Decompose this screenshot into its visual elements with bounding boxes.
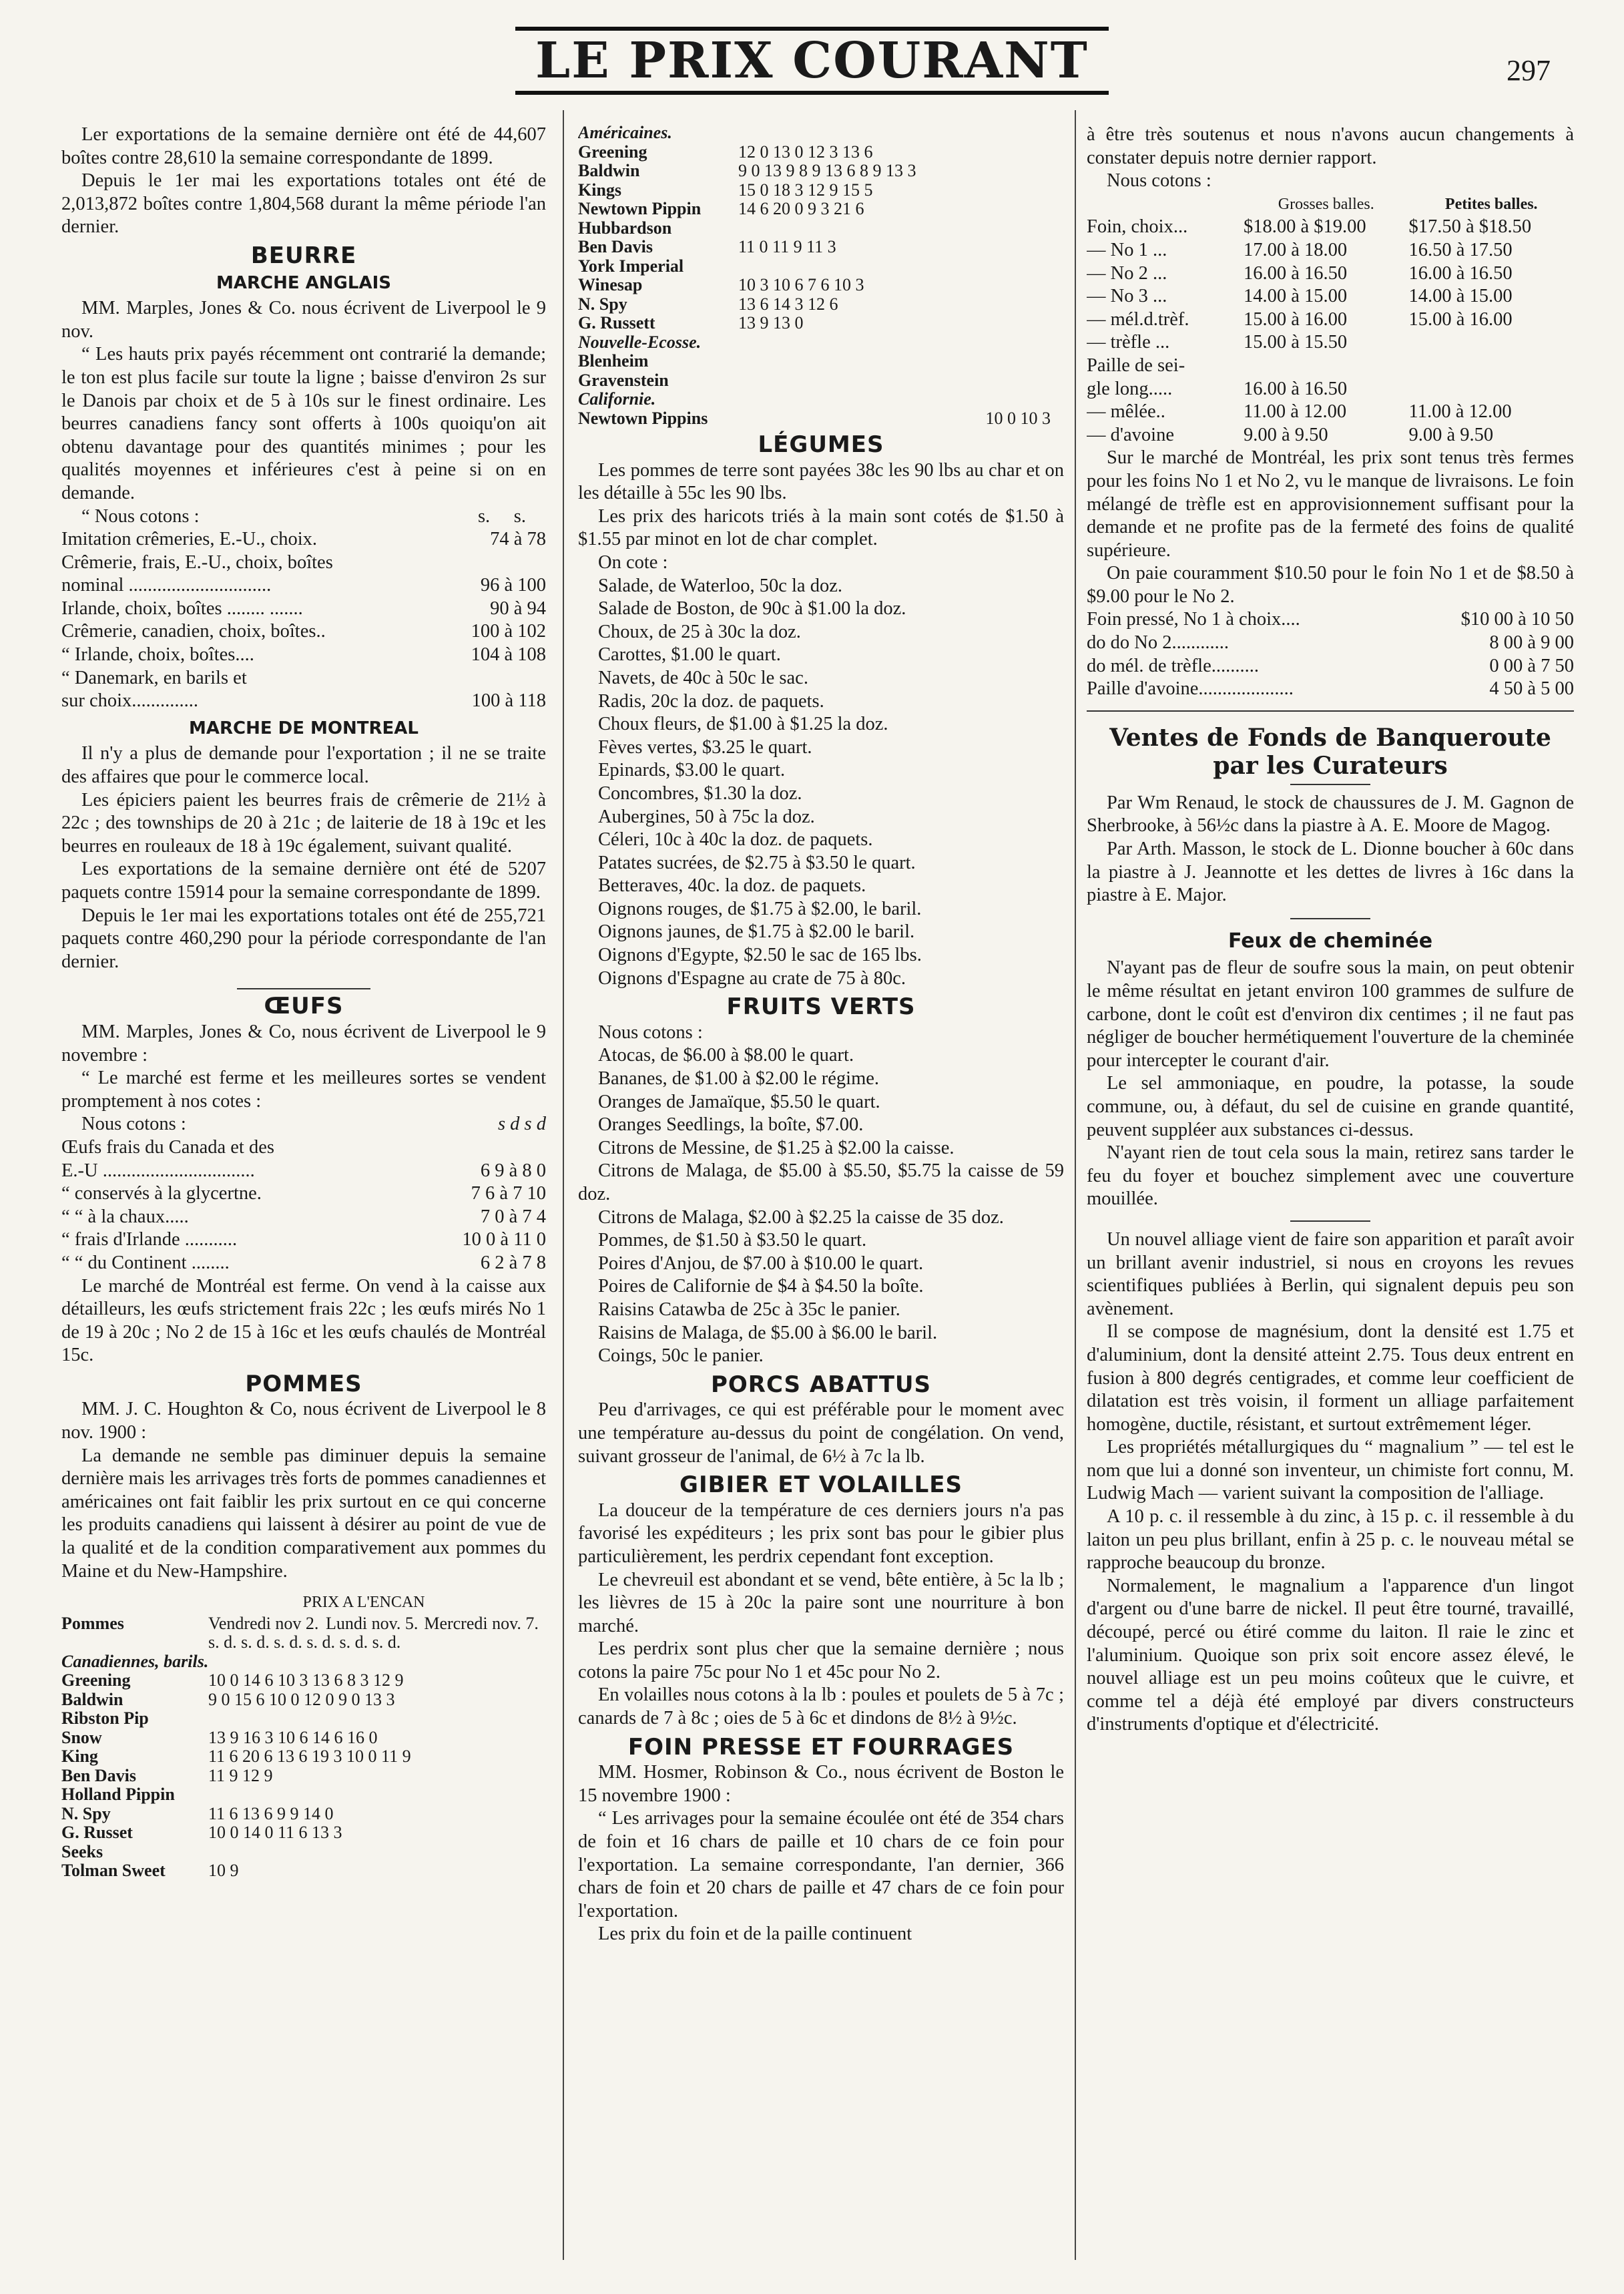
paragraph: Les perdrix sont plus cher que la semaine dernière ; nous cotons la paire 75c pour No 1 et 45c pour No 2.	[578, 1638, 1064, 1682]
group-label-nouvelle-ecosse: Nouvelle-Ecosse.	[578, 332, 702, 352]
table-row: Crêmerie, frais, E.-U., choix, boîtes	[61, 551, 333, 573]
table-row: Baldwin 9 0 13 9 8 9 13 6 8 9 13 3	[578, 161, 916, 180]
paragraph: A 10 p. c. il ressemble à du zinc, à 15 p. c. il ressemble à du laiton un peu plus brillant, enfin à 25 p. c. le nouveau métal se rapproche beaucoup du bronze.	[1087, 1506, 1574, 1574]
paragraph: MM. Marples, Jones & Co, nous écrivent de Liverpool le 9 novembre :	[61, 1021, 546, 1066]
list-item: Concombres, $1.30 la doz.	[598, 782, 802, 804]
table-row: Foin, choix... $18.00 à $19.00 $17.50 à $18.50	[1087, 216, 1532, 238]
list-item: Salade, de Waterloo, 50c la doz.	[598, 575, 842, 596]
table-row: King 11 6 20 6 13 6 19 3 10 0 11 9	[61, 1747, 411, 1767]
encan-units: s. d. s. d. s. d. s. d. s. d. s. d.	[208, 1632, 401, 1652]
table-row: “ Danemark, en barils et	[61, 667, 247, 688]
encan-title: PRIX A L'ENCAN	[302, 1594, 425, 1612]
paragraph: Les prix du foin et de la paille continuent	[598, 1923, 912, 1945]
americaines-table	[578, 143, 1064, 429]
section-heading-oeufs: ŒUFS	[264, 993, 344, 1020]
table-row: Paille d'avoine.................... 4 50 à 5 00	[1087, 678, 1574, 700]
table-row: — d'avoine 9.00 à 9.50 9.00 à 9.50	[1087, 424, 1494, 445]
section-heading-fruits-verts: FRUITS VERTS	[726, 993, 916, 1021]
masthead	[0, 27, 1624, 95]
divider	[1290, 784, 1370, 785]
column-2	[578, 124, 1064, 2270]
list-item: Choux fleurs, de $1.00 à $1.25 la doz.	[598, 714, 888, 735]
table-row: Foin pressé, No 1 à choix.... $10 00 à 10 50	[1087, 609, 1574, 630]
table-row: E.-U ................................ 6 9 à 8 0	[61, 1160, 546, 1181]
table-row: Kings 15 0 18 3 12 9 15 5	[578, 180, 873, 200]
list-item: Coings, 50c le panier.	[598, 1345, 764, 1367]
paragraph: Le marché de Montréal est ferme. On vend à la caisse aux détailleurs, les œufs strictement frais 22c ; les œufs mirés No 1 de 19 à 20c ; No 2 de 15 à 16c et les œufs chaulés de Montréal 15c.	[61, 1275, 546, 1366]
table-header-row: Grosses balles. Petites balles.	[1278, 195, 1538, 213]
list-item: Carottes, $1.00 le quart.	[598, 644, 781, 666]
list-item: Oignons rouges, de $1.75 à $2.00, le baril.	[598, 898, 922, 919]
paragraph: Depuis le 1er mai les exportations totales ont été de 2,013,872 boîtes contre 1,804,568 durant la même période l'an dernier.	[61, 170, 546, 238]
beurre-price-table	[61, 528, 546, 713]
list-item: Bananes, de $1.00 à $2.00 le régime.	[598, 1068, 880, 1090]
subheading-marche-montreal: MARCHE DE MONTREAL	[188, 718, 419, 738]
paragraph: “ Les hauts prix payés récemment ont contrarié la demande; le ton est plus facile sur toute la ligne ; baisse d'environ 2s sur le Danois par choix et de 5 à 10s sur le finest ordinaire. Les beurres canadiens fancy sont offerts à 100s quoiqu'on ait obtenu davantage pour des quantités minimes ; pour les qualités moyennes et inférieures c'est à peine si on en demande.	[61, 344, 546, 503]
paragraph: Ler exportations de la semaine dernière ont été de 44,607 boîtes contre 28,610 la semaine correspondante de 1899.	[61, 124, 546, 168]
list-item: Pommes, de $1.50 à $3.50 le quart.	[598, 1230, 867, 1251]
list-item: Poires d'Anjou, de $7.00 à $10.00 le quart.	[598, 1252, 924, 1274]
list-item: Atocas, de $6.00 à $8.00 le quart.	[598, 1045, 854, 1066]
table-row: Irlande, choix, boîtes ........ ....... 90 à 94	[61, 598, 546, 619]
table-row: Gravenstein	[578, 370, 669, 390]
table-row: G. Russet 10 0 14 0 11 6 13 3	[61, 1823, 342, 1843]
table-row: Tolman Sweet 10 9	[61, 1861, 239, 1881]
paragraph: Les épiciers paient les beurres frais de crêmerie de 21½ à 22c ; des townships de 20 à 21c ; de laiterie de 18 à 19c et les beurres en rouleaux de 18 à 19c également, suivant qualité.	[61, 789, 546, 857]
section-heading-pommes: POMMES	[245, 1370, 362, 1397]
list-item: Epinards, $3.00 le quart.	[598, 760, 786, 781]
table-row: do do No 2............ 8 00 à 9 00	[1087, 632, 1574, 654]
section-heading-ventes: Ventes de Fonds de Banqueroute par les Curateurs	[1109, 723, 1551, 780]
table-row: “ “ à la chaux..... 7 0 à 7 4	[61, 1206, 546, 1227]
table-row: N. Spy 11 6 13 6 9 9 14 0	[61, 1803, 334, 1823]
masthead-logo: LE PRIX COURANT	[515, 27, 1109, 95]
paragraph: MM. Marples, Jones & Co. nous écrivent de Liverpool le 9 nov.	[61, 298, 546, 342]
paragraph: Il n'y a plus de demande pour l'exportation ; il ne se traite des affaires que pour le commerce local.	[61, 743, 546, 788]
list-intro: Nous cotons :	[598, 1021, 703, 1043]
table-row: “ conservés à la glycertne. 7 6 à 7 10	[61, 1183, 546, 1204]
section-heading-gibier: GIBIER ET VOLAILLES	[680, 1471, 963, 1499]
list-intro: On cote :	[598, 551, 668, 573]
paragraph: “ Le marché est ferme et les meilleures sortes se vendent promptement à nos cotes :	[61, 1068, 546, 1112]
table-row: — trèfle ... 15.00 à 15.50	[1087, 332, 1348, 353]
table-row: N. Spy 13 6 14 3 12 6	[578, 294, 838, 314]
table-row: Winesap 10 3 10 6 7 6 10 3	[578, 275, 864, 294]
paragraph: Peu d'arrivages, ce qui est préférable pour le moment avec une température au-dessus du point de congélation. On vend, suivant grosseur de l'animal, de 6½ à 7c la lb.	[578, 1399, 1064, 1467]
section-heading-foin: FOIN PRESSE ET FOURRAGES	[627, 1733, 1015, 1761]
group-label-americaines: Américaines.	[578, 124, 672, 142]
paragraph: Par Arth. Masson, le stock de L. Dionne boucher à 60c dans la piastre à J. Jeannotte et les dettes de livres à 16c dans la piastre à E. Major.	[1087, 839, 1574, 906]
subheading-marche-anglais: MARCHE ANGLAIS	[216, 272, 391, 293]
paragraph: La douceur de la température de ces derniers jours n'a pas favorisé les expéditeurs ; les prix sont bas pour le gibier plus particulièrement, les perdrix cependant font exception.	[578, 1500, 1064, 1567]
table-row: Crêmerie, canadien, choix, boîtes.. 100 à 102	[61, 621, 546, 642]
table-row: “ Irlande, choix, boîtes.... 104 à 108	[61, 644, 546, 666]
list-item: Patates sucrées, de $2.75 à $3.50 le quart.	[598, 852, 916, 873]
paragraph: La demande ne semble pas diminuer depuis la semaine dernière mais les arrivages très forts de pommes canadiennes et américaines ont fait faiblir les prix surtout en ce qui concerne les produits canadiens qui laissent à désirer au point de vue de la qualité et de la condition comparativement aux pommes du Maine et du New-Hampshire.	[61, 1445, 546, 1582]
fruits-list	[578, 1044, 1064, 1367]
divider	[237, 988, 370, 989]
table-header-row: Pommes Vendredi nov 2. Lundi nov. 5. Mercredi nov. 7.	[61, 1613, 539, 1633]
section-heading-feux: Feux de cheminée	[1228, 929, 1433, 953]
paragraph: Les pommes de terre sont payées 38c les 90 lbs au char et on les détaille à 55c les 90 lbs.	[578, 459, 1064, 504]
table-row: Greening 10 0 14 6 10 3 13 6 8 3 12 9	[61, 1670, 404, 1690]
table-row: Greening 12 0 13 0 12 3 13 6	[578, 142, 873, 162]
table-row: Imitation crêmeries, E.-U., choix. 74 à 78	[61, 529, 546, 550]
paragraph: Normalement, le magnalium a l'apparence d'un lingot d'argent ou d'une barre de nickel. Il peut être tourné, travaillé, découpé, percé ou étiré comme du laiton. Il raie le zinc et l'aluminium. Quoique son prix soit encore assez élevé, le nouvel alliage est un peu moins coûteux que le cuivre, et comme tel a déjà été employé par divers constructeurs d'instruments d'optique et d'électricité.	[1087, 1575, 1574, 1735]
paragraph: MM. J. C. Houghton & Co, nous écrivent de Liverpool le 8 nov. 1900 :	[61, 1399, 546, 1443]
table-row: — No 2 ... 16.00 à 16.50 16.00 à 16.50	[1087, 262, 1513, 284]
foin-presse-table	[1087, 608, 1574, 700]
list-item: Radis, 20c la doz. de paquets.	[598, 690, 824, 712]
column-3	[1087, 124, 1574, 2270]
list-item: Citrons de Malaga, de $5.00 à $5.50, $5.75 la caisse de 59 doz.	[578, 1160, 1064, 1204]
paragraph: MM. Hosmer, Robinson & Co., nous écrivent de Boston le 15 novembre 1900 :	[578, 1762, 1064, 1806]
table-row: gle long..... 16.00 à 16.50	[1087, 378, 1348, 399]
list-item: Céleri, 10c à 40c la doz. de paquets.	[598, 829, 873, 851]
price-table-header: Nous cotons : s d s d	[81, 1114, 546, 1135]
section-heading-porcs: PORCS ABATTUS	[710, 1371, 932, 1398]
section-heading-legumes: LÉGUMES	[758, 431, 884, 458]
paragraph: Il se compose de magnésium, dont la densité est 1.75 et d'aluminium, dont la densité atteint 2.75. Tous deux entrent en fusion à 800 degrés centigrades, et comme leur coefficient de dilatation est très voisin, il forment un alliage parfaitement homogène, ductile, résistant, et surtout extrêmement léger.	[1087, 1321, 1574, 1435]
group-label-californie: Californie.	[578, 389, 656, 409]
paragraph: Sur le marché de Montréal, les prix sont tenus très fermes pour les foins No 1 et No 2, vu le manque de livraisons. Le foin mélangé de trèfle est en approvisionnement suffisant pour la demande et ne profite pas de la fermeté des foins de qualité supérieure.	[1087, 447, 1574, 561]
list-item: Raisins de Malaga, de $5.00 à $6.00 le baril.	[598, 1322, 938, 1343]
table-row: Ben Davis 11 9 12 9	[61, 1765, 273, 1785]
paragraph: N'ayant rien de tout cela sous la main, retirez sans tarder le feu du foyer et bouchez simplement avec une couverture mouillée.	[1087, 1142, 1574, 1210]
table-row: Ribston Pip	[61, 1708, 149, 1729]
paragraph: On paie couramment $10.50 pour le foin No 1 et de $8.50 à $9.00 pour le No 2.	[1087, 563, 1574, 607]
table-row: “ “ du Continent ........ 6 2 à 7 8	[61, 1252, 546, 1273]
table-row: York Imperial	[578, 256, 684, 276]
paragraph: Par Wm Renaud, le stock de chaussures de J. M. Gagnon de Sherbrooke, à 56½c dans la piastre à A. E. Moore de Magog.	[1087, 792, 1574, 837]
list-item: Citrons de Messine, de $1.25 à $2.00 la caisse.	[598, 1137, 955, 1158]
list-item: Aubergines, 50 à 75c la doz.	[598, 806, 815, 827]
table-row: Paille de sei-	[1087, 355, 1185, 376]
list-item: Choux, de 25 à 30c la doz.	[598, 621, 801, 642]
divider	[1290, 918, 1370, 919]
table-row: G. Russett 13 9 13 0	[578, 313, 804, 332]
table-row: Seeks	[61, 1841, 103, 1861]
column-rule-2	[1075, 110, 1076, 2260]
paragraph: Les exportations de la semaine dernière ont été de 5207 paquets contre 15914 pour la semaine correspondante de 1899.	[61, 859, 546, 903]
paragraph: En volailles nous cotons à la lb : poules et poulets de 5 à 7c ; canards de 7 à 8c ; oies de 5 à 6c et dindons de 8½ à 9½c.	[578, 1684, 1064, 1729]
table-row: Blenheim	[578, 351, 649, 371]
table-row: Ben Davis 11 0 11 9 11 3	[578, 237, 836, 256]
list-item: Fèves vertes, $3.25 le quart.	[598, 736, 812, 758]
divider	[1290, 1220, 1370, 1222]
paragraph: Le chevreuil est abondant et se vend, bête entière, à 5c la lb ; les lièvres de 15 à 20c la paire sont une nourriture à bon marché.	[578, 1569, 1064, 1636]
paragraph: Depuis le 1er mai les exportations totales ont été de 255,721 paquets contre 460,290 pour la période correspondante de l'an dernier.	[61, 905, 546, 972]
table-row: — No 3 ... 14.00 à 15.00 14.00 à 15.00	[1087, 286, 1513, 307]
list-item: Oignons d'Egypte, $2.50 le sac de 165 lbs.	[598, 945, 922, 966]
paragraph: Les propriétés métallurgiques du “ magnalium ” — tel est le nom que lui a donné son inventeur, un chimiste fort connu, M. Ludwig Mach — varient suivant la composition de l'alliage.	[1087, 1437, 1574, 1504]
paragraph: N'ayant pas de fleur de soufre sous la main, on peut obtenir le même résultat en jetant environ 100 grammes de sulfure de carbone, dont le coût est d'environ dix centimes ; il ne faut pas négliger de boucher hermétiquement l'ouverture de la cheminée pour intercepter le courant d'air.	[1087, 957, 1574, 1071]
list-intro: Nous cotons :	[1107, 170, 1211, 192]
table-row: sur choix.............. 100 à 118	[61, 690, 546, 712]
list-item: Raisins Catawba de 25c à 35c le panier.	[598, 1299, 900, 1320]
column-1	[61, 124, 546, 2270]
list-item: Salade de Boston, de 90c à $1.00 la doz.	[598, 598, 906, 620]
table-row: — No 1 ... 17.00 à 18.00 16.50 à 17.50	[1087, 239, 1513, 260]
list-item: Oranges Seedlings, la boîte, $7.00.	[598, 1114, 864, 1136]
paragraph: Un nouvel alliage vient de faire son apparition et paraît avoir un brillant avenir industriel, si nous en croyons les revues scientifiques publiées à Berlin, qui signalent depuis peu son avènement.	[1087, 1228, 1574, 1319]
table-row: Newtown Pippin 14 6 20 0 9 3 21 6	[578, 199, 864, 218]
table-row: Holland Pippin	[61, 1785, 175, 1805]
list-item: Navets, de 40c à 50c le sac.	[598, 667, 808, 688]
table-row: nominal .............................. 96 à 100	[61, 575, 546, 596]
column-rule-1	[563, 110, 564, 2260]
table-row: Baldwin 9 0 15 6 10 0 12 0 9 0 13 3	[61, 1689, 395, 1709]
list-item: Citrons de Malaga, $2.00 à $2.25 la caisse de 35 doz.	[598, 1206, 1004, 1228]
table-row: — mél.d.trèf. 15.00 à 16.00 15.00 à 16.00	[1087, 308, 1513, 330]
legumes-list	[578, 575, 1064, 991]
table-row: Œufs frais du Canada et des	[61, 1136, 274, 1158]
list-item: Oignons jaunes, de $1.75 à $2.00 le baril.	[598, 921, 915, 943]
table-row: — mêlée.. 11.00 à 12.00 11.00 à 12.00	[1087, 401, 1512, 423]
list-item: Oignons d'Espagne au crate de 75 à 80c.	[598, 967, 906, 989]
page-number: 297	[1507, 54, 1551, 87]
paragraph: “ Les arrivages pour la semaine écoulée ont été de 354 chars de foin et 16 chars de paille et 10 chars de ce foin pour l'exportation. La semaine correspondante, l'an dernier, 366 chars de foin et 20 chars de paille et 47 chars de ce foin pour l'exportation.	[578, 1808, 1064, 1921]
list-item: Poires de Californie de $4 à $4.50 la boîte.	[598, 1276, 924, 1297]
section-heading-beurre: BEURRE	[250, 242, 357, 269]
table-row: “ frais d'Irlande ........... 10 0 à 11 0	[61, 1229, 546, 1250]
list-item: Oranges de Jamaïque, $5.50 le quart.	[598, 1091, 880, 1112]
list-item: Betteraves, 40c. la doz. de paquets.	[598, 875, 866, 897]
paragraph: Les prix des haricots triés à la main sont cotés de $1.50 à $1.55 par minot en lot de char complet.	[578, 505, 1064, 550]
table-row: Snow 13 9 16 3 10 6 14 6 16 0	[61, 1727, 378, 1747]
table-row: Hubbardson	[578, 218, 672, 238]
paragraph: Le sel ammoniaque, en poudre, la potasse, la soude commune, ou, à défaut, du sel de cuisine en grande quantité, peuvent suppléer aux substances ci-dessus.	[1087, 1073, 1574, 1140]
table-row: Newtown Pippins 10 0 10 3	[578, 408, 1051, 428]
oeufs-price-table	[61, 1136, 546, 1275]
table-row: do mél. de trèfle.......... 0 00 à 7 50	[1087, 655, 1574, 676]
foin-price-table	[1087, 193, 1574, 447]
encan-group: Canadiennes, barils.	[61, 1651, 209, 1671]
divider	[1087, 710, 1574, 712]
price-table-header: “ Nous cotons : s. s.	[81, 505, 526, 527]
paragraph: à être très soutenus et nous n'avons aucun changements à constater depuis notre dernier rapport.	[1087, 124, 1574, 168]
encan-table	[61, 1614, 546, 1881]
